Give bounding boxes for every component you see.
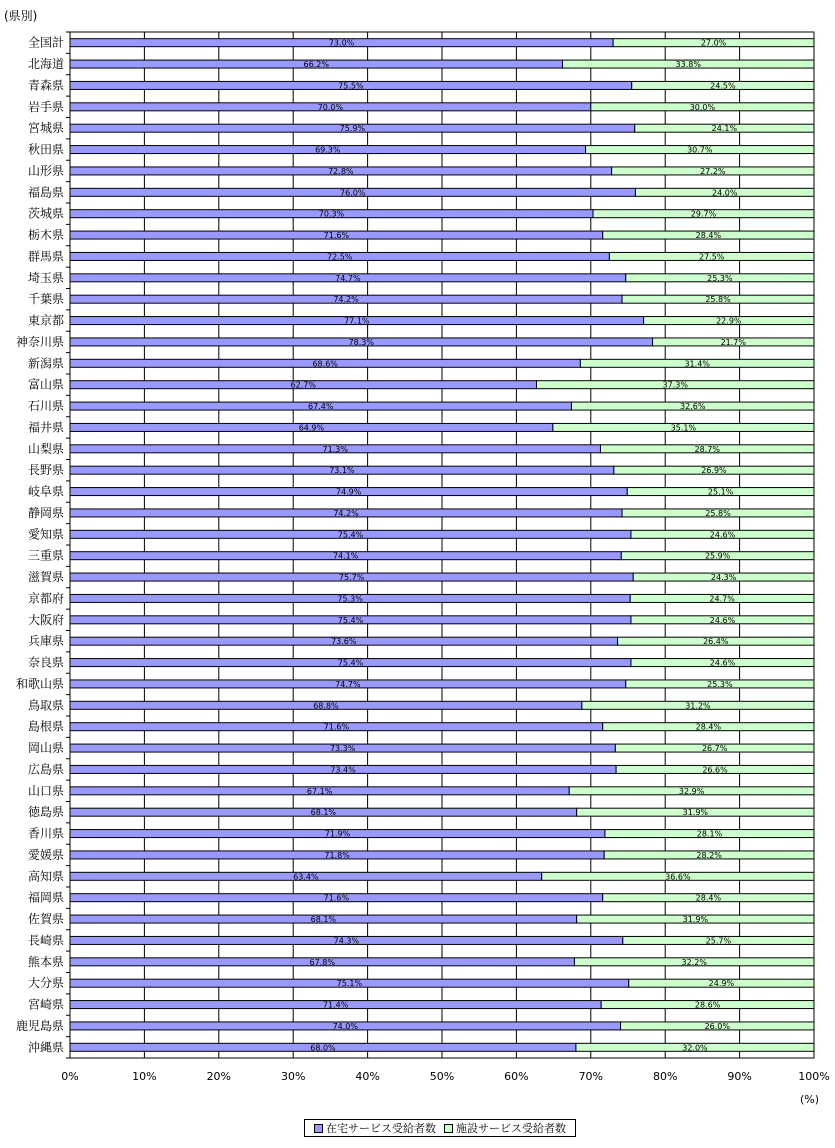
data-label-facility-service: 27.5% bbox=[698, 252, 725, 262]
data-label-home-service: 71.4% bbox=[322, 1000, 349, 1010]
category-label: 広島県 bbox=[27, 762, 64, 777]
x-tick-label: 40% bbox=[355, 1070, 380, 1083]
data-label-facility-service: 32.2% bbox=[681, 957, 707, 967]
data-label-facility-service: 25.8% bbox=[705, 295, 731, 305]
data-label-facility-service: 36.6% bbox=[665, 872, 691, 882]
data-label-facility-service: 24.6% bbox=[709, 530, 736, 540]
data-label-home-service: 73.3% bbox=[329, 744, 356, 754]
category-label: 和歌山県 bbox=[15, 676, 64, 691]
category-label: 山梨県 bbox=[27, 441, 64, 456]
data-label-facility-service: 32.0% bbox=[682, 1043, 708, 1053]
data-label-facility-service: 33.8% bbox=[675, 60, 701, 70]
data-label-home-service: 75.9% bbox=[339, 124, 366, 134]
data-label-home-service: 75.4% bbox=[337, 658, 364, 668]
category-label: 山形県 bbox=[27, 163, 64, 178]
data-label-home-service: 71.8% bbox=[324, 850, 350, 860]
data-label-facility-service: 26.0% bbox=[704, 1021, 730, 1031]
category-label: 宮崎県 bbox=[27, 997, 64, 1012]
data-label-facility-service: 30.7% bbox=[687, 145, 713, 155]
category-label: 長崎県 bbox=[27, 933, 64, 948]
category-label: 鹿児島県 bbox=[15, 1018, 64, 1033]
data-label-home-service: 75.1% bbox=[336, 979, 363, 989]
data-label-facility-service: 24.3% bbox=[710, 573, 737, 583]
data-label-facility-service: 29.7% bbox=[690, 209, 717, 219]
category-label: 富山県 bbox=[27, 377, 64, 392]
category-label: 秋田県 bbox=[27, 142, 64, 157]
data-label-home-service: 74.0% bbox=[332, 1021, 358, 1031]
data-label-facility-service: 25.9% bbox=[704, 551, 731, 561]
data-label-home-service: 72.8% bbox=[328, 166, 354, 176]
category-label: 福岡県 bbox=[27, 890, 64, 905]
data-label-home-service: 68.6% bbox=[312, 359, 338, 369]
data-label-home-service: 62.7% bbox=[290, 380, 316, 390]
data-label-home-service: 77.1% bbox=[344, 316, 370, 326]
data-label-home-service: 76.0% bbox=[340, 188, 366, 198]
category-label: 静岡県 bbox=[27, 505, 64, 520]
data-label-facility-service: 24.6% bbox=[709, 615, 736, 625]
legend-swatch-facility-service bbox=[444, 1124, 453, 1133]
data-label-home-service: 68.0% bbox=[310, 1043, 336, 1053]
data-label-home-service: 78.3% bbox=[348, 337, 374, 347]
data-label-home-service: 71.3% bbox=[322, 444, 348, 454]
category-label: 埼玉県 bbox=[27, 270, 64, 285]
legend-swatch-home-service bbox=[314, 1124, 323, 1133]
category-label: 茨城県 bbox=[27, 206, 64, 221]
data-label-facility-service: 32.6% bbox=[680, 402, 706, 412]
data-label-home-service: 67.1% bbox=[306, 786, 333, 796]
data-label-facility-service: 26.4% bbox=[703, 637, 729, 647]
data-label-home-service: 68.8% bbox=[313, 701, 339, 711]
data-label-facility-service: 28.4% bbox=[695, 231, 722, 241]
data-label-facility-service: 32.9% bbox=[678, 786, 705, 796]
category-label: 熊本県 bbox=[27, 954, 64, 969]
data-label-home-service: 74.3% bbox=[333, 936, 360, 946]
category-label: 北海道 bbox=[27, 57, 64, 72]
data-label-home-service: 75.5% bbox=[338, 81, 364, 91]
y-axis-title: (県別) bbox=[4, 9, 38, 23]
category-label: 栃木県 bbox=[27, 228, 64, 243]
category-label: 青森県 bbox=[27, 78, 64, 93]
x-tick-label: 0% bbox=[61, 1070, 79, 1083]
data-label-facility-service: 26.9% bbox=[701, 466, 727, 476]
legend-label-home-service: 在宅サービス受給者数 bbox=[326, 1122, 436, 1135]
category-label: 大阪府 bbox=[27, 612, 64, 627]
x-tick-label: 100% bbox=[798, 1070, 830, 1083]
category-label: 沖縄県 bbox=[27, 1040, 64, 1055]
data-label-facility-service: 25.7% bbox=[705, 936, 732, 946]
data-label-facility-service: 24.9% bbox=[708, 979, 735, 989]
data-label-home-service: 73.0% bbox=[328, 38, 355, 48]
data-label-facility-service: 27.2% bbox=[700, 166, 726, 176]
category-label: 神奈川県 bbox=[15, 334, 64, 349]
category-label: 全国計 bbox=[27, 35, 64, 50]
category-label: 東京都 bbox=[27, 313, 64, 328]
x-tick-label: 70% bbox=[578, 1070, 604, 1083]
category-label: 新潟県 bbox=[27, 356, 64, 371]
category-label: 山口県 bbox=[27, 783, 64, 798]
data-label-home-service: 68.1% bbox=[310, 915, 337, 925]
data-label-home-service: 71.6% bbox=[323, 231, 350, 241]
data-label-facility-service: 27.0% bbox=[700, 38, 727, 48]
category-label: 千葉県 bbox=[27, 292, 64, 307]
category-label: 鳥取県 bbox=[27, 698, 64, 713]
category-label: 奈良県 bbox=[27, 655, 64, 670]
category-label: 島根県 bbox=[27, 719, 64, 734]
data-label-home-service: 71.6% bbox=[323, 893, 350, 903]
data-label-home-service: 66.2% bbox=[303, 60, 329, 70]
data-label-home-service: 73.1% bbox=[329, 466, 355, 476]
data-label-facility-service: 24.0% bbox=[712, 188, 738, 198]
data-label-home-service: 72.5% bbox=[326, 252, 353, 262]
data-label-home-service: 74.7% bbox=[335, 679, 361, 689]
data-label-home-service: 63.4% bbox=[293, 872, 319, 882]
data-label-facility-service: 28.1% bbox=[696, 829, 723, 839]
data-label-home-service: 75.4% bbox=[337, 530, 364, 540]
data-label-facility-service: 31.9% bbox=[682, 808, 709, 818]
x-tick-label: 10% bbox=[132, 1070, 157, 1083]
category-label: 岡山県 bbox=[27, 741, 64, 756]
category-label: 三重県 bbox=[27, 548, 64, 563]
data-label-home-service: 75.7% bbox=[338, 573, 365, 583]
data-label-home-service: 74.7% bbox=[335, 273, 361, 283]
data-label-facility-service: 28.2% bbox=[696, 850, 722, 860]
data-label-home-service: 74.2% bbox=[333, 508, 359, 518]
category-label: 兵庫県 bbox=[27, 634, 64, 649]
legend-item-facility-service bbox=[444, 1120, 566, 1136]
category-label: 福井県 bbox=[27, 420, 64, 435]
data-label-facility-service: 24.7% bbox=[709, 594, 735, 604]
x-tick-label: 90% bbox=[727, 1070, 752, 1083]
data-label-home-service: 74.1% bbox=[332, 551, 359, 561]
category-label: 岐阜県 bbox=[27, 484, 64, 499]
category-label: 徳島県 bbox=[27, 805, 64, 820]
data-label-facility-service: 26.6% bbox=[702, 765, 728, 775]
data-label-facility-service: 26.7% bbox=[701, 744, 728, 754]
category-label: 滋賀県 bbox=[27, 570, 64, 585]
data-label-facility-service: 37.3% bbox=[662, 380, 688, 390]
data-label-facility-service: 35.1% bbox=[670, 423, 697, 433]
category-label: 愛知県 bbox=[27, 527, 64, 542]
x-tick-label: 50% bbox=[429, 1070, 455, 1083]
data-label-facility-service: 24.6% bbox=[709, 658, 736, 668]
data-label-facility-service: 24.5% bbox=[710, 81, 736, 91]
x-axis-unit: (%) bbox=[800, 1093, 820, 1106]
data-label-facility-service: 25.3% bbox=[707, 273, 733, 283]
data-label-home-service: 75.3% bbox=[337, 594, 363, 604]
data-label-facility-service: 31.2% bbox=[685, 701, 711, 711]
data-label-home-service: 70.3% bbox=[318, 209, 345, 219]
category-label: 長野県 bbox=[27, 463, 64, 478]
category-label: 京都府 bbox=[27, 591, 64, 606]
data-label-facility-service: 21.7% bbox=[720, 337, 746, 347]
data-label-facility-service: 25.1% bbox=[707, 487, 734, 497]
data-label-home-service: 73.6% bbox=[331, 637, 357, 647]
chart-legend bbox=[304, 1119, 576, 1137]
data-label-facility-service: 30.0% bbox=[689, 102, 716, 112]
data-label-home-service: 71.6% bbox=[323, 722, 350, 732]
data-label-facility-service: 31.9% bbox=[682, 915, 709, 925]
category-label: 大分県 bbox=[27, 976, 64, 991]
data-label-home-service: 75.4% bbox=[337, 615, 364, 625]
data-label-facility-service: 28.4% bbox=[695, 893, 722, 903]
data-label-home-service: 74.9% bbox=[335, 487, 362, 497]
data-label-home-service: 70.0% bbox=[317, 102, 344, 112]
category-label: 岩手県 bbox=[27, 99, 64, 114]
data-label-facility-service: 28.4% bbox=[695, 722, 722, 732]
category-label: 群馬県 bbox=[27, 249, 64, 264]
legend-item-home-service bbox=[314, 1120, 436, 1136]
data-label-home-service: 74.2% bbox=[333, 295, 359, 305]
data-label-home-service: 69.3% bbox=[315, 145, 341, 155]
category-label: 福島県 bbox=[27, 185, 64, 200]
category-label: 宮城県 bbox=[27, 121, 64, 136]
data-label-facility-service: 25.3% bbox=[707, 679, 733, 689]
category-label: 愛媛県 bbox=[27, 847, 64, 862]
data-label-home-service: 68.1% bbox=[310, 808, 337, 818]
data-label-facility-service: 22.9% bbox=[716, 316, 742, 326]
data-label-facility-service: 24.1% bbox=[711, 124, 738, 134]
category-label: 高知県 bbox=[27, 869, 64, 884]
data-label-home-service: 71.9% bbox=[324, 829, 351, 839]
data-label-home-service: 64.9% bbox=[298, 423, 325, 433]
data-label-facility-service: 28.7% bbox=[694, 444, 720, 454]
data-label-facility-service: 31.4% bbox=[684, 359, 710, 369]
x-tick-label: 20% bbox=[206, 1070, 232, 1083]
category-label: 香川県 bbox=[27, 826, 64, 841]
data-label-home-service: 67.4% bbox=[308, 402, 334, 412]
x-tick-label: 60% bbox=[504, 1070, 529, 1083]
x-tick-label: 80% bbox=[652, 1070, 678, 1083]
data-label-home-service: 67.8% bbox=[309, 957, 335, 967]
legend-label-facility-service: 施設サービス受給者数 bbox=[456, 1122, 566, 1135]
category-label: 石川県 bbox=[27, 399, 64, 414]
category-label: 佐賀県 bbox=[27, 912, 64, 927]
data-label-facility-service: 28.6% bbox=[694, 1000, 721, 1010]
x-tick-label: 30% bbox=[280, 1070, 306, 1083]
data-label-home-service: 73.4% bbox=[330, 765, 356, 775]
data-label-facility-service: 25.8% bbox=[705, 508, 731, 518]
